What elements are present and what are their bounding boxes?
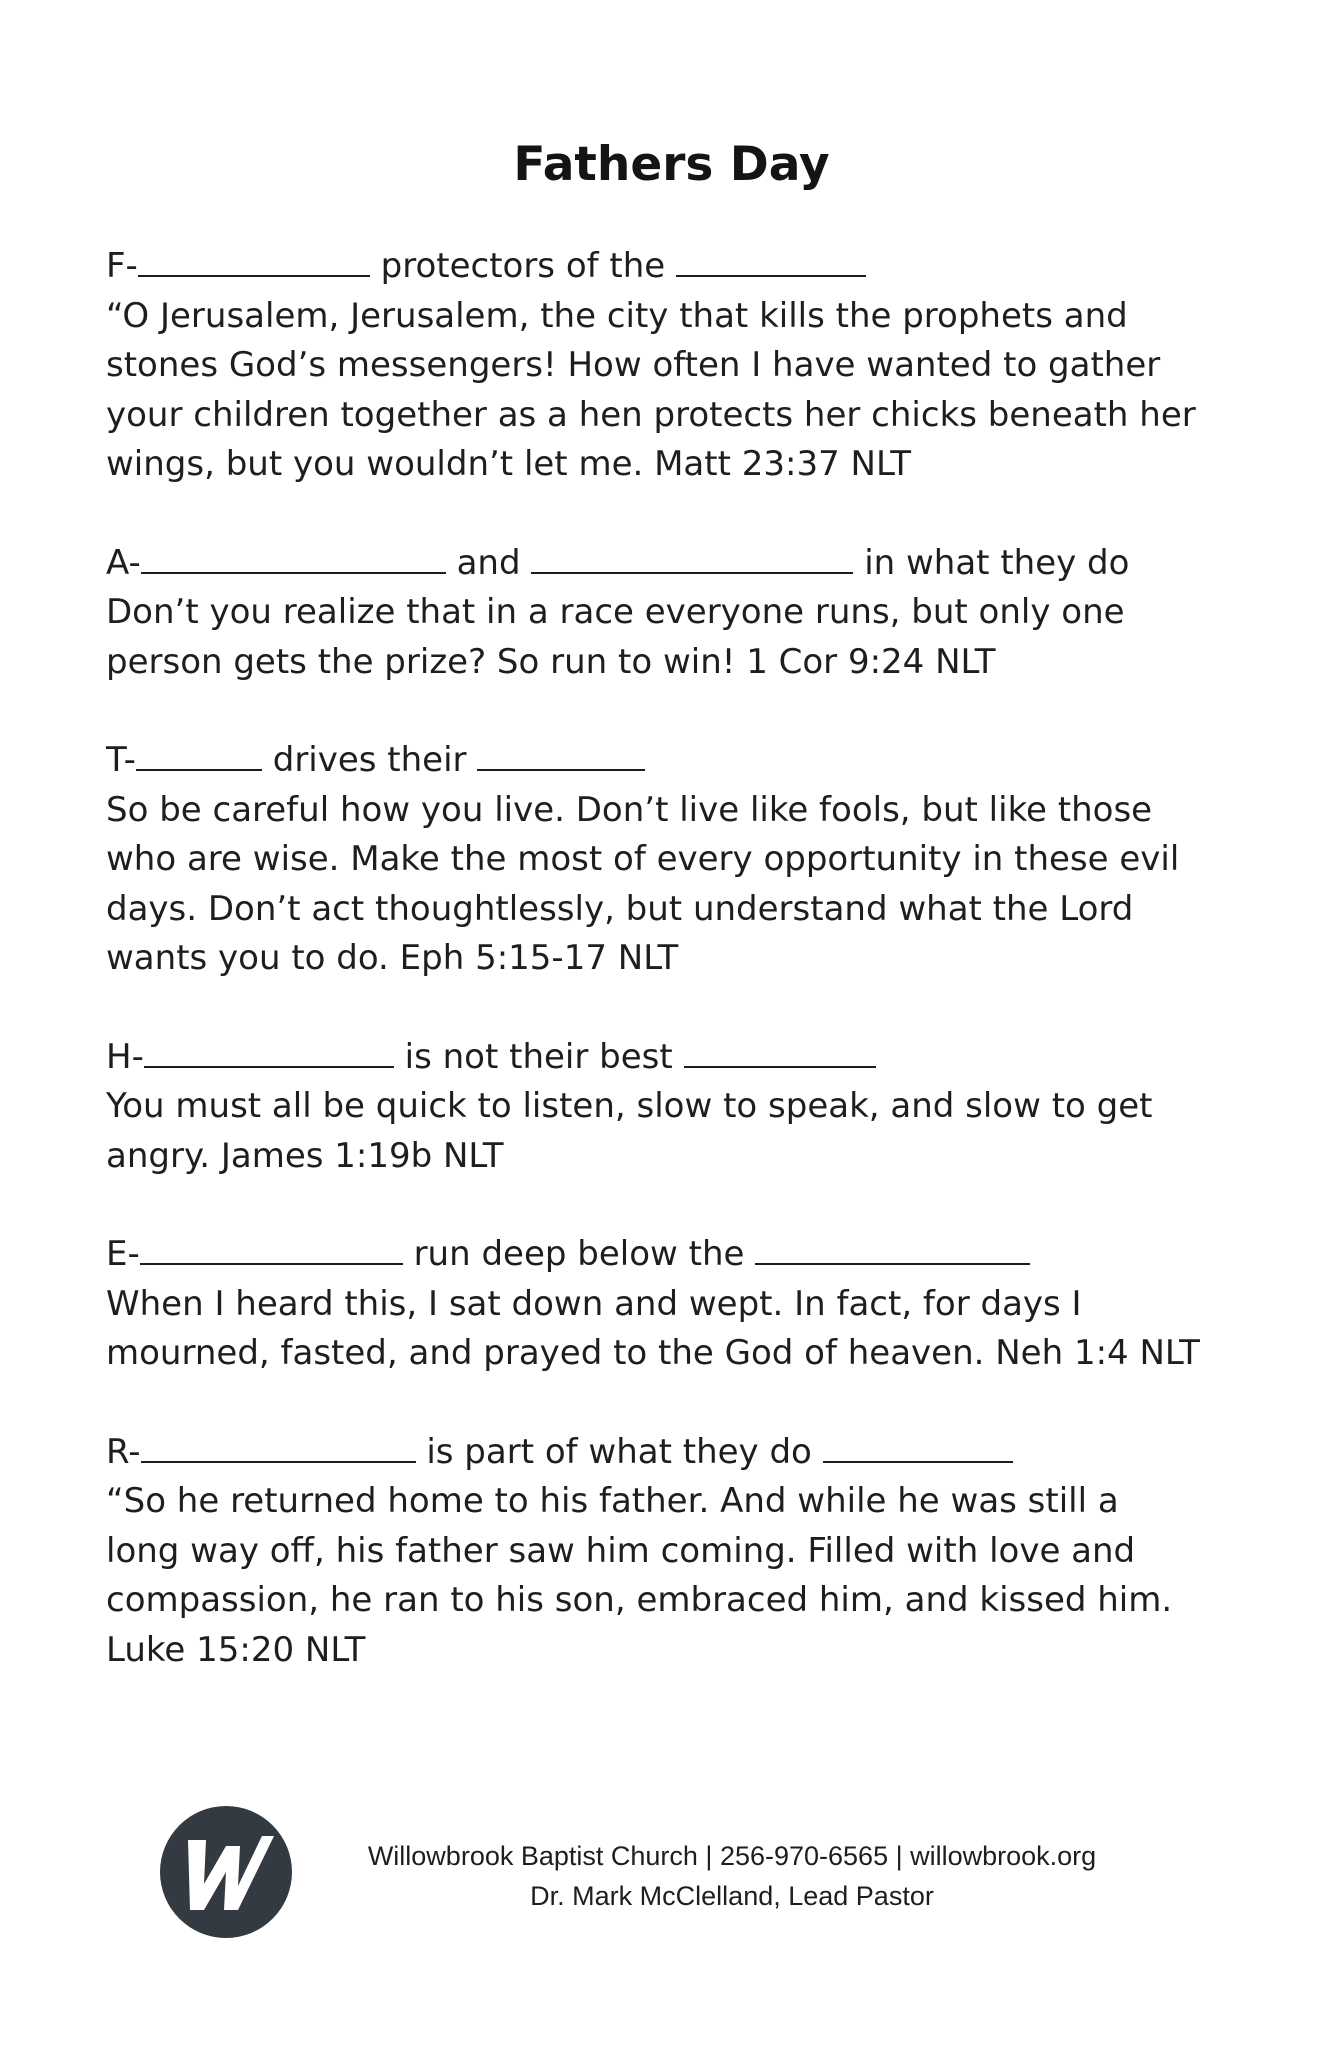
church-contact-line: Willowbrook Baptist Church | 256-970-6565 | willowbrook.org [367,1841,1097,1871]
fill-in-blank [140,1233,403,1265]
fill-in-blank [138,245,370,277]
fill-in-blank [531,542,853,574]
verse-line: “So he returned home to his father. And while he was still a [106,1481,1119,1521]
verse-line: days. Don’t act thoughtlessly, but understand what the Lord [106,888,1134,929]
prompt-text: and [456,542,521,583]
section-a [106,539,1306,688]
fill-in-blank [676,245,866,277]
verse-line: compassion, he ran to his son, embraced him, and kissed him. [106,1580,1173,1620]
prompt-line [106,736,1306,786]
fill-in-blank [755,1233,1030,1265]
prompt-letter: T- [106,740,136,780]
prompt-letter: R- [106,1431,141,1472]
prompt-line [106,1428,1306,1478]
prompt-line [106,1230,1306,1280]
fill-in-blank [477,739,645,771]
section-r [106,1428,1306,1676]
verse-line: who are wise. Make the most of every opportunity in these evil [106,839,1180,879]
verse-line: Don’t you realize that in a race everyone runs, but only one [106,592,1125,632]
prompt-letter: H- [106,1036,144,1077]
prompt-line [106,1033,1306,1083]
verse-line: your children together as a hen protects her chicks beneath her [106,394,1196,435]
section-f [106,242,1306,490]
page-title: Fathers Day [513,137,830,192]
fill-in-blank [144,1036,394,1068]
prompt-letter: A- [106,542,141,583]
fill-in-blank [136,739,262,771]
footer [160,1806,1160,1946]
verse-line: person gets the prize? So run to win! 1 Cor 9:24 NLT [106,641,996,682]
verse-line: When I heard this, I sat down and wept. In fact, for days I [106,1283,1082,1324]
section-h [106,1033,1306,1182]
fill-in-blank [823,1431,1013,1463]
worksheet-content [106,242,1306,1724]
verse-line: stones God’s messengers! How often I have wanted to gather [106,345,1161,385]
verse-line: wings, but you wouldn’t let me. Matt 23:37 NLT [106,444,911,484]
prompt-text: in what they do [864,542,1130,583]
prompt-line [106,539,1306,589]
willowbrook-w-logo-icon [160,1806,292,1938]
prompt-text: drives their [272,740,467,780]
footer-text [332,1836,1132,1916]
verse-line: angry. James 1:19b NLT [106,1135,504,1176]
prompt-text: is part of what they do [426,1431,812,1472]
prompt-letter: F- [106,246,138,286]
fill-in-blank [684,1036,876,1068]
fill-in-blank [141,1431,416,1463]
verse-line: So be careful how you live. Don’t live like fools, but like those [106,789,1153,830]
pastor-line: Dr. Mark McClelland, Lead Pastor [530,1881,934,1911]
verse-line: Luke 15:20 NLT [106,1629,366,1670]
fill-in-blank [141,542,446,574]
prompt-text: protectors of the [380,246,666,286]
verse-line: You must all be quick to listen, slow to speak, and slow to get [106,1086,1153,1126]
prompt-letter: E- [106,1234,140,1274]
prompt-text: run deep below the [413,1234,745,1274]
verse-line: long way off, his father saw him coming. Filled with love and [106,1530,1136,1571]
verse-line: mourned, fasted, and prayed to the God of heaven. Neh 1:4 NLT [106,1333,1200,1373]
verse-line: wants you to do. Eph 5:15-17 NLT [106,938,679,978]
prompt-text: is not their best [404,1036,673,1077]
section-t [106,736,1306,984]
section-e [106,1230,1306,1379]
prompt-line [106,242,1306,292]
verse-line: “O Jerusalem, Jerusalem, the city that kills the prophets and [106,295,1128,336]
